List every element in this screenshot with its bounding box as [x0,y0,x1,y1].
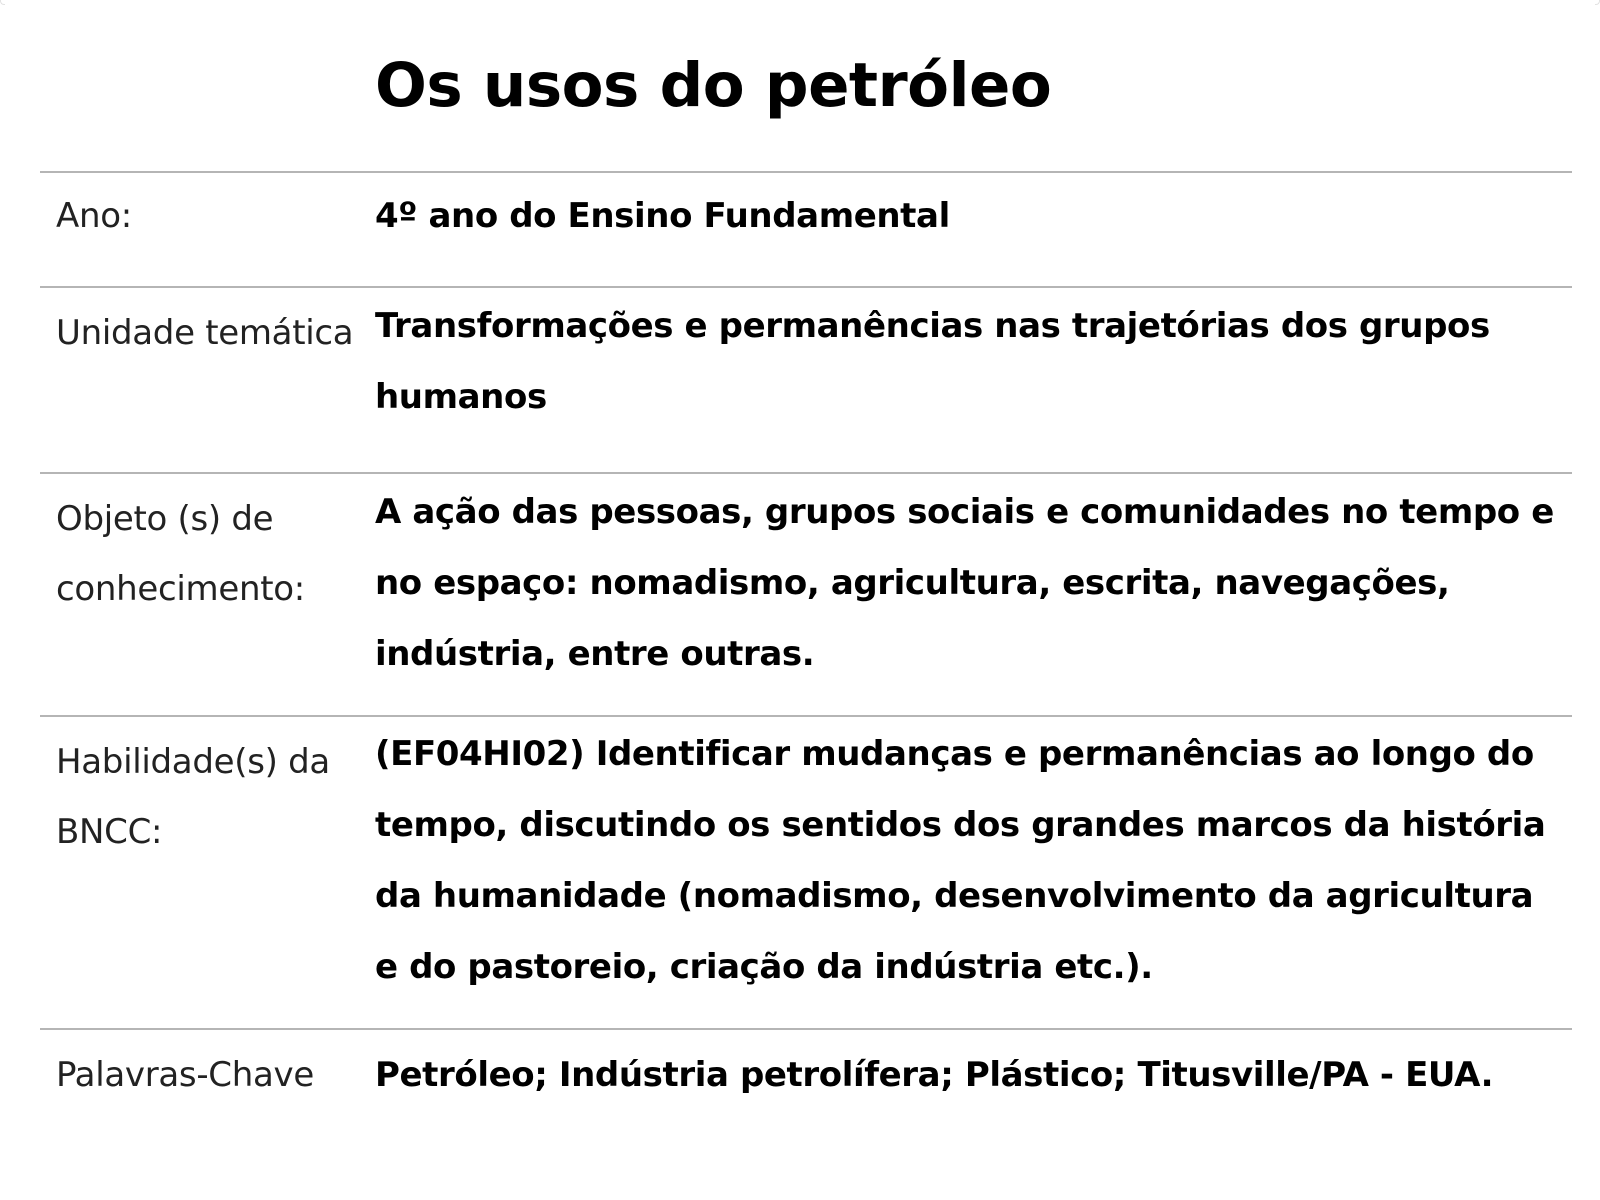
page-corner-right [1595,0,1600,5]
table-row-palavras-chave [40,1028,1572,1200]
table-row-unidade-tematica [40,286,1572,472]
row-label: Ano: [56,196,132,236]
table-row-ano [40,171,1572,286]
row-value: 4º ano do Ensino Fundamental [375,196,950,236]
table-row-objeto-conhecimento [40,472,1572,715]
page-corner-left [0,0,5,5]
row-value: Transformações e permanências nas trajetórias dos grupos humanos [375,306,1490,417]
lesson-info-table [40,171,1572,1200]
row-label: Habilidade(s) da BNCC: [56,742,330,852]
row-label: Unidade temática [56,313,354,353]
row-label: Objeto (s) de conhecimento: [56,499,305,609]
row-value: (EF04HI02) Identificar mudanças e permanências ao longo do tempo, discutindo os sentidos dos grandes marcos da história da humanidade (nomadismo, desenvolvimento da agricultura e do pastoreio, criação da indústria etc.). [375,734,1546,987]
table-row-habilidades-bncc [40,715,1572,1028]
row-value: A ação das pessoas, grupos sociais e comunidades no tempo e no espaço: nomadismo, agricultura, escrita, navegações, indústria, entre outras. [375,492,1554,674]
row-value: Petróleo; Indústria petrolífera; Plástico; Titusville/PA - EUA. [375,1055,1494,1095]
row-label: Palavras-Chave [56,1055,314,1095]
page-title: Os usos do petróleo [375,50,1052,121]
